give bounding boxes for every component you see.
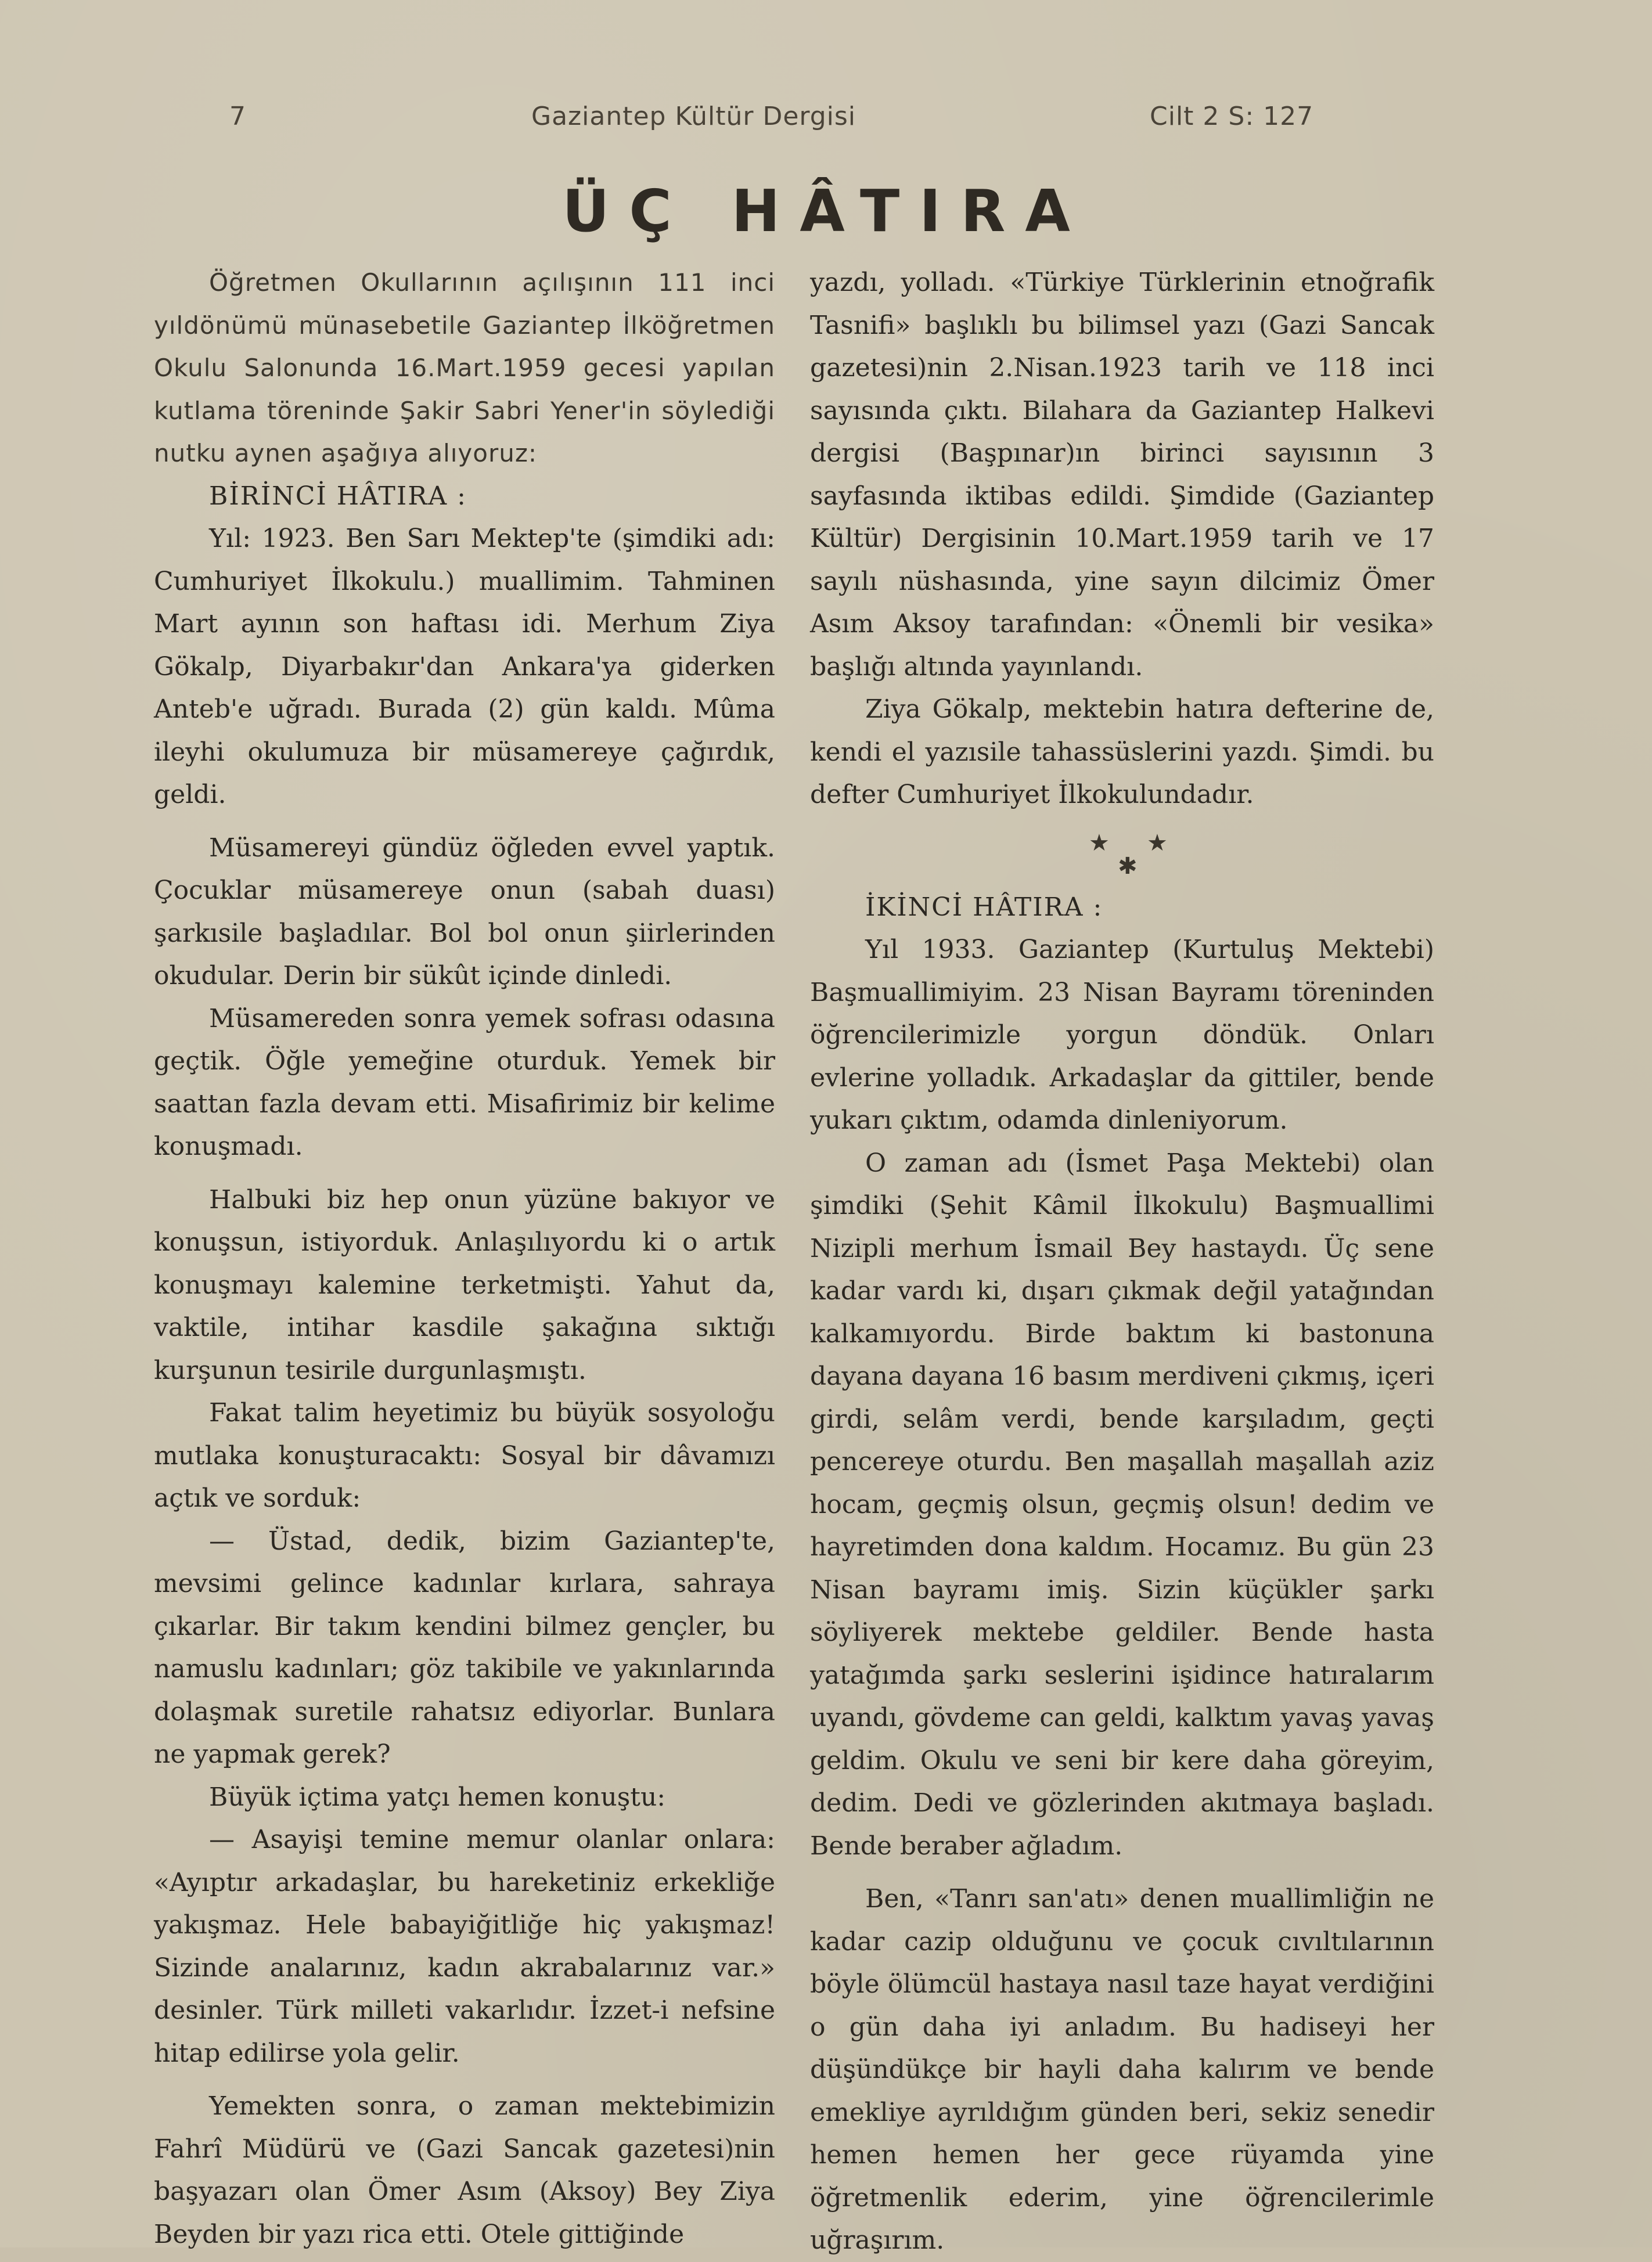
section-heading-first: BİRİNCİ HÂTIRA : (209, 481, 467, 511)
paragraph: Ziya Gökalp, mektebin hatıra defterine de, kendi el yazısile tahassüslerini yazdı. Şimdi. bu defter Cumhuriyet İlkokulundadır. (810, 694, 1434, 809)
section-separator-asterisks (810, 822, 1434, 886)
running-header (0, 102, 1652, 142)
page-number: 7 (229, 102, 246, 131)
paragraph: Ben, «Tanrı san'atı» denen muallimliğin ne kadar cazip olduğunu ve çocuk cıvıltılarının böyle ölümcül hastaya nasıl taze hayat verdiğini o gün daha iyi anladım. Bu hadiseyi her düşündükçe bir hayli daha kalırım ve bende emekliye ayrıldığım günden beri, sekiz senedir hemen hemen her gece rüyamda yine öğretmenlik ederim, yine öğrencilerimle uğraşırım. (810, 1884, 1434, 2255)
paragraph: — Asayişi temine memur olanlar onlara: «Ayıptır arkadaşlar, bu hareketiniz erkekliğe yakışmaz. Hele babayiğitliğe hiç yakışmaz! Sizinde analarınız, kadın akrabalarınız var.» desinler. Türk milleti vakarlıdır. İzzet-i nefsine hitap edilirse yola gelir. (154, 1825, 775, 2068)
left-column (154, 261, 775, 2256)
paragraph: Fakat talim heyetimiz bu büyük sosyoloğu mutlaka konuşturacaktı: Sosyal bir dâvamızı açtık ve sorduk: (154, 1398, 775, 1513)
section-heading-second: İKİNCİ HÂTIRA : (865, 892, 1103, 922)
paragraph: yazdı, yolladı. «Türkiye Türklerinin etnoğrafik Tasnifi» başlıklı bu bilimsel yazı (Gazi Sancak gazetesi)nin 2.Nisan.1923 tarih ve 118 inci sayısında çıktı. Bilahara da Gaziantep Halkevi dergisi (Başpınar)ın birinci sayısının 3 sayfasında iktibas edildi. Şimdide (Gaziantep Kültür) Dergisinin 10.Mart.1959 tarih ve 17 sayılı nüshasında, yine sayın dilcimiz Ömer Asım Aksoy tarafından: «Önemli bir vesika» başlığı altında yayınlandı. (810, 268, 1434, 682)
issue-number: Cilt 2 S: 127 (1150, 102, 1314, 131)
paragraph: — Üstad, dedik, bizim Gaziantep'te, mevsimi gelince kadınlar kırlara, sahraya çıkarlar. Bir takım kendini bilmez gençler, bu namuslu kadınları; göz takibile ve yakınlarında dolaşmak suretile rahatsız ediyorlar. Bunlara ne yapmak gerek? (154, 1526, 775, 1769)
paragraph: Müsamereyi gündüz öğleden evvel yaptık. Çocuklar müsamereye onun (sabah duası) şarkısile başladılar. Bol bol onun şiirlerinden okudular. Derin bir sükût içinde dinledi. (154, 833, 775, 990)
paragraph: Yıl 1933. Gaziantep (Kurtuluş Mektebi) Başmuallimiyim. 23 Nisan Bayramı töreninden öğrencilerimizle yorgun döndük. Onları evlerine yolladık. Arkadaşlar da gittiler, bende yukarı çıktım, odamda dinleniyorum. (810, 935, 1434, 1135)
asterisk-icon: ★ (1089, 829, 1110, 856)
asterisk-icon: ★ (1147, 829, 1168, 856)
paragraph: Müsamereden sonra yemek sofrası odasına geçtik. Öğle yemeğine oturduk. Yemek bir saattan fazla devam etti. Misafirimiz bir kelime konuşmadı. (154, 1003, 775, 1161)
paragraph: Yıl: 1923. Ben Sarı Mektep'te (şimdiki adı: Cumhuriyet İlkokulu.) muallimim. Tahminen Mart ayının son haftası idi. Merhum Ziya Gökalp, Diyarbakır'dan Ankara'ya giderken Anteb'e uğradı. Burada (2) gün kaldı. Mûma ileyhi okulumuza bir müsamereye çağırdık, geldi. (154, 524, 775, 809)
asterisk-icon: ✱ (1118, 852, 1138, 880)
right-column (810, 261, 1434, 2262)
paragraph: O zaman adı (İsmet Paşa Mektebi) olan şimdiki (Şehit Kâmil İlkokulu) Başmuallimi Nizipli merhum İsmail Bey hastaydı. Üç sene kadar vardı ki, dışarı çıkmak değil yatağından kalkamıyordu. Birde baktım ki bastonuna dayana dayana 16 basım merdiveni çıkmış, içeri girdi, selâm verdi, bende karşıladım, geçti pencereye oturdu. Ben maşallah maşallah aziz hocam, geçmiş olsun, geçmiş olsun! dedim ve hayretimden dona kaldım. Hocamız. Bu gün 23 Nisan bayramı imiş. Sizin küçükler şarkı söyliyerek mektebe geldiler. Bende hasta yatağımda şarkı seslerini işidince hatıralarım uyandı, gövdeme can geldi, kalktım yavaş yavaş geldim. Okulu ve seni bir kere daha göreyim, dedim. Dedi ve gözlerinden akıtmaya başladı. Bende beraber ağladım. (810, 1148, 1434, 1861)
paragraph: Halbuki biz hep onun yüzüne bakıyor ve konuşsun, istiyorduk. Anlaşılıyordu ki o artık konuşmayı kalemine terketmişti. Yahut da, vaktile, intihar kasdile şakağına sıktığı kurşunun tesirile durgunlaşmıştı. (154, 1184, 775, 1385)
article-title: ÜÇ HÂTIRA (562, 177, 1090, 245)
intro-paragraph: Öğretmen Okullarının açılışının 111 inci yıldönümü münasebetile Gaziantep İlköğretmen Okulu Salonunda 16.Mart.1959 gecesi yapılan kutlama töreninde Şakir Sabri Yener'in söylediği nutku aynen aşağıya alıyoruz: (154, 268, 775, 467)
paragraph: Yemekten sonra, o zaman mektebimizin Fahrî Müdürü ve (Gazi Sancak gazetesi)nin başyazarı olan Ömer Asım (Aksoy) Bey Ziya Beyden bir yazı rica etti. Otele gittiğinde (154, 2091, 775, 2249)
journal-name: Gaziantep Kültür Dergisi (531, 102, 856, 131)
paragraph: Büyük içtima yatçı hemen konuştu: (209, 1782, 666, 1812)
